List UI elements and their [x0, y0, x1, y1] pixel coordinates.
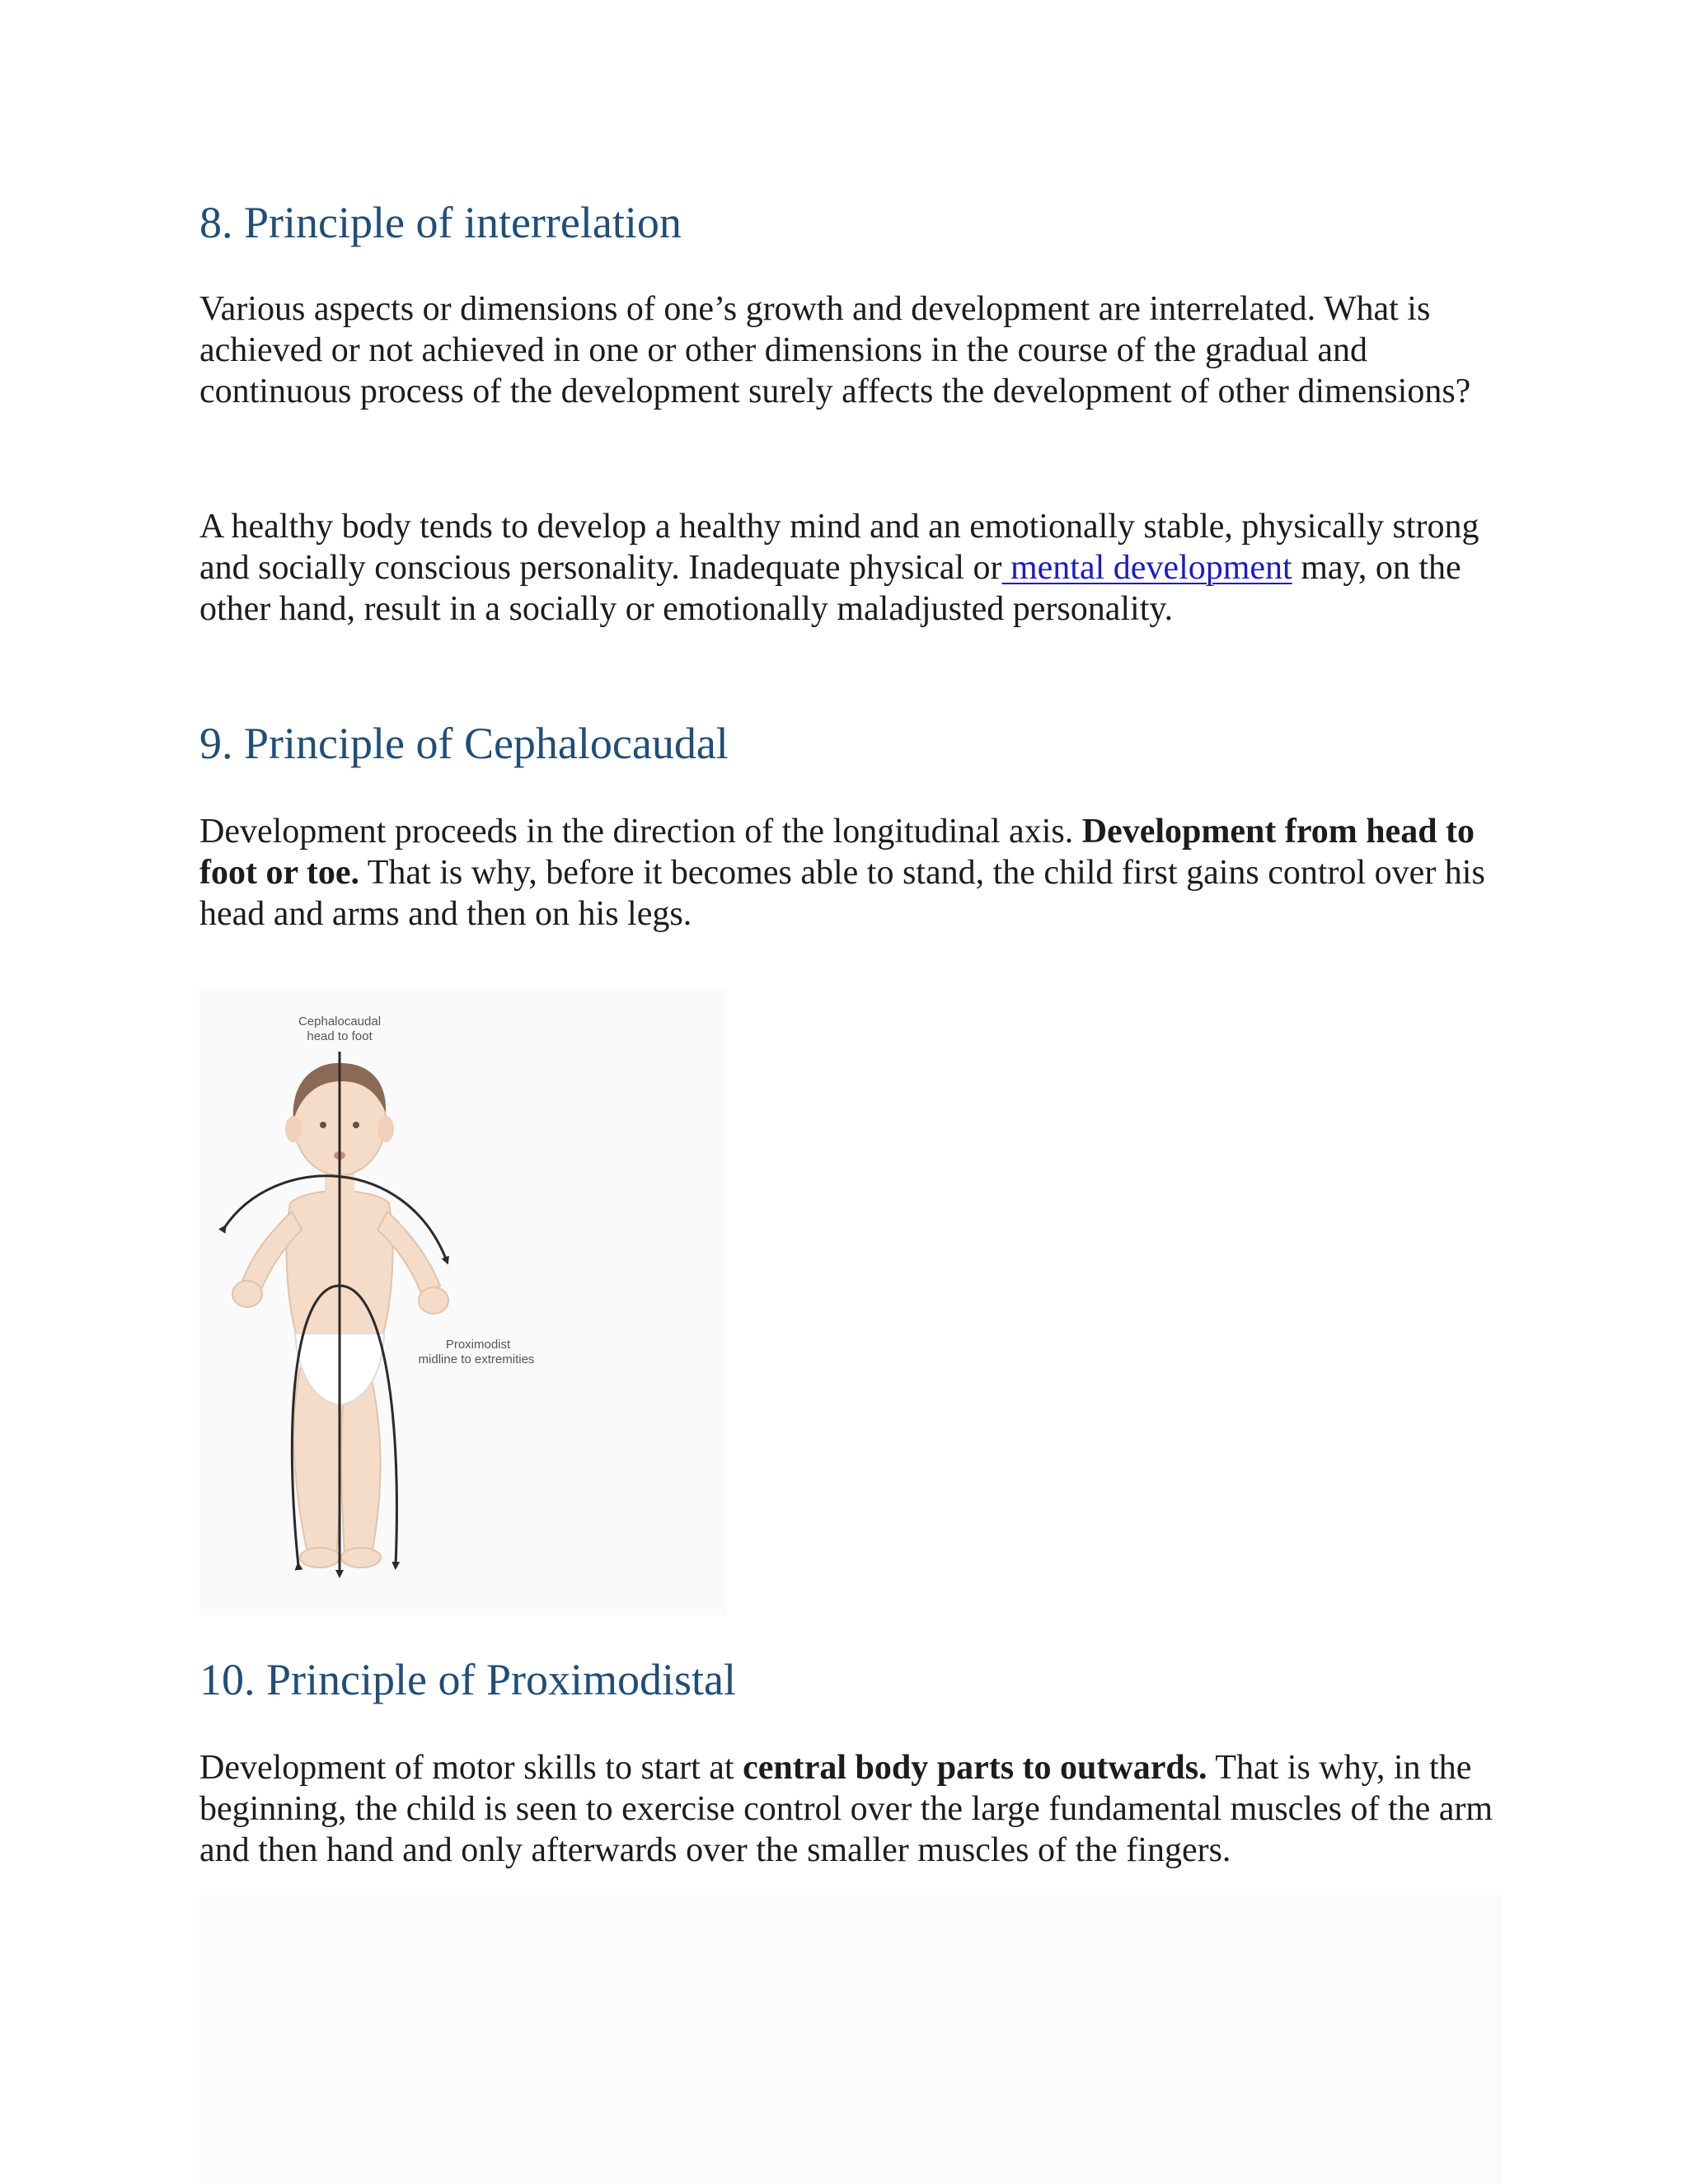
baby-diagram	[199, 989, 727, 1615]
section-9-heading: 9. Principle of Cephalocaudal	[199, 719, 729, 768]
proximodist-label: Proximodist	[445, 1338, 511, 1352]
section-8-paragraph-2	[199, 506, 1502, 630]
section-9-paragraph	[199, 811, 1502, 935]
section-10-bold-text: central body parts to outwards.	[743, 1749, 1207, 1787]
mental-development-link[interactable]: mental development	[1001, 549, 1292, 587]
blank-region	[199, 1896, 1502, 2184]
section-9-text-b: That is why, before it becomes able to stand, the child first gains control over his head and arms and then on his legs.	[199, 854, 1485, 933]
cephalocaudal-sublabel: head to foot	[307, 1029, 373, 1043]
section-10-heading: 10. Principle of Proximodistal	[199, 1655, 736, 1704]
section-10-paragraph	[199, 1747, 1502, 1871]
section-8-paragraph-2-text-b: may, on the other hand, result in a socially or emotionally maladjusted personality.	[199, 549, 1461, 628]
section-9-bold-text: Development from head to foot or toe.	[199, 813, 1475, 892]
section-10-text-b: That is why, in the beginning, the child is seen to exercise control over the large fundamental muscles of the arm and then hand and only afterwards over the smaller muscles of the fingers.	[199, 1749, 1493, 1869]
proximodist-sublabel: midline to extremities	[418, 1352, 535, 1366]
section-8-paragraph-2-text-a: A healthy body tends to develop a healthy mind and an emotionally stable, physically strong and socially conscious personality. Inadequate physical or	[199, 508, 1479, 587]
cephalocaudal-proximodistal-figure	[199, 989, 727, 1615]
section-8-paragraph-1: Various aspects or dimensions of one’s growth and development are interrelated. What is achieved or not achieved in one or other dimensions in the course of the gradual and continuous process of the development surely affects the development of other dimensions?	[199, 290, 1471, 410]
section-9-text-a: Development proceeds in the direction of the longitudinal axis.	[199, 813, 1082, 851]
section-8-heading: 8. Principle of interrelation	[199, 198, 682, 247]
section-10-text-a: Development of motor skills to start at	[199, 1749, 743, 1787]
cephalocaudal-label: Cephalocaudal	[298, 1015, 382, 1029]
